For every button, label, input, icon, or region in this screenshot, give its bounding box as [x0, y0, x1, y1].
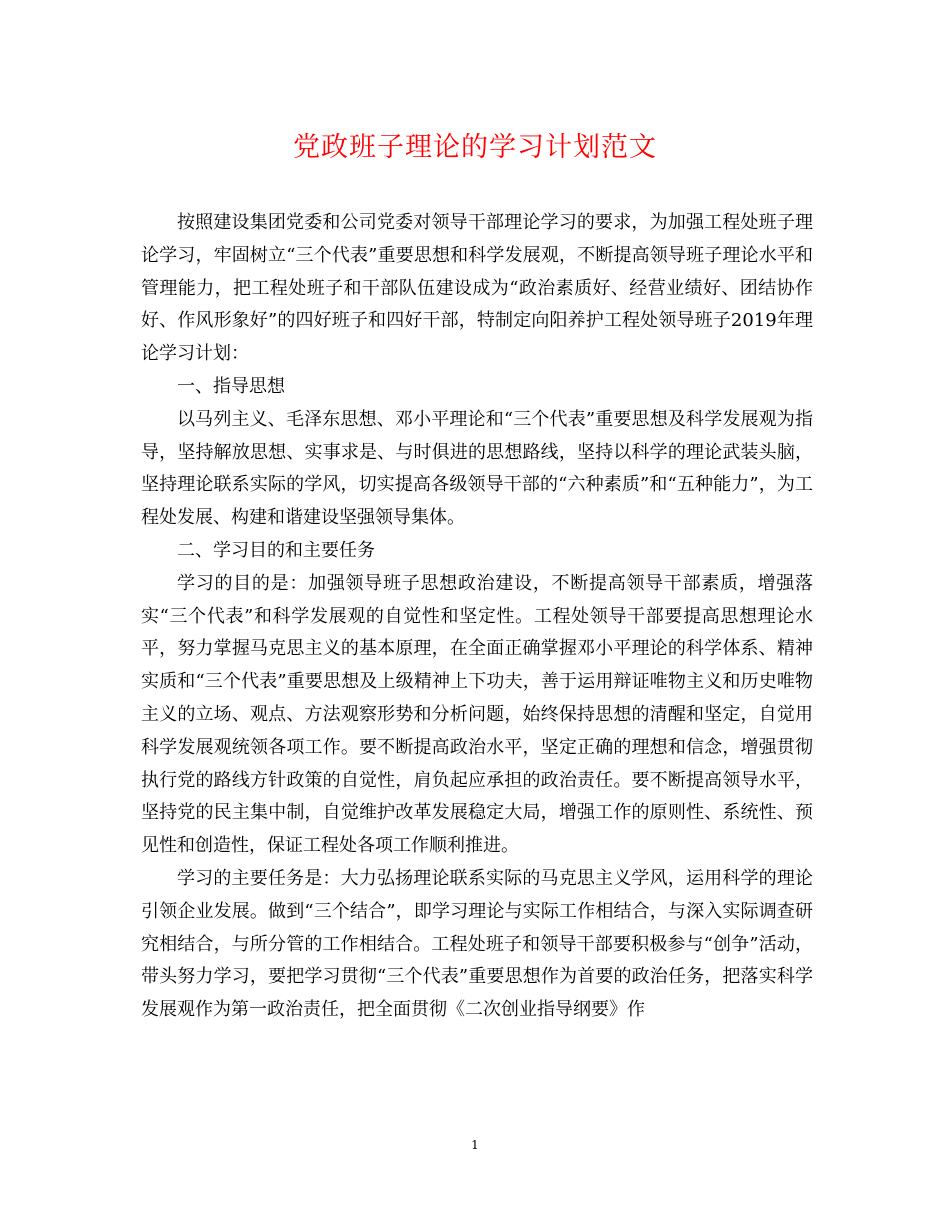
section-heading-purpose-and-tasks: 二、学习目的和主要任务	[177, 539, 375, 561]
section-heading-guiding-ideology: 一、指导思想	[177, 375, 285, 397]
page-title: 党政班子理论的学习计划范文	[293, 132, 657, 163]
guiding-ideology-paragraph: 以马列主义、毛泽东思想、邓小平理论和“三个代表”重要思想及科学发展观为指导，坚持解放思想、实事求是、与时俱进的思想路线，坚持以科学的理论武装头脑，坚持理论联系实际的学风，切实提高各级领导干部的“六种素质”和“五种能力”，为工程处发展、构建和谐建设坚强领导集体。	[141, 408, 813, 529]
intro-paragraph: 按照建设集团党委和公司党委对领导干部理论学习的要求，为加强工程处班子理论学习，牢固树立“三个代表”重要思想和科学发展观，不断提高领导班子理论水平和管理能力，把工程处班子和干部队伍建设成为“政治素质好、经营业绩好、团结协作好、作风形象好”的四好班子和四好干部，特制定向阳养护工程处领导班子2019年理论学习计划：	[141, 212, 813, 365]
main-tasks-paragraph: 学习的主要任务是：大力弘扬理论联系实际的马克思主义学风，运用科学的理论引领企业发展。做到“三个结合”，即学习理论与实际工作相结合，与深入实际调查研究相结合，与所分管的工作相结合。工程处班子和领导干部要积极参与“创争”活动，带头努力学习，要把学习贯彻“三个代表”重要思想作为首要的政治任务，把落实科学发展观作为第一政治责任，把全面贯彻《二次创业指导纲要》作	[141, 867, 813, 1021]
purpose-paragraph: 学习的目的是：加强领导班子思想政治建设，不断提高领导干部素质，增强落实“三个代表”和科学发展观的自觉性和坚定性。工程处领导干部要提高思想理论水平，努力掌握马克思主义的基本原理，在全面正确掌握邓小平理论的科学体系、精神实质和“三个代表”重要思想及上级精神上下功夫，善于运用辩证唯物主义和历史唯物主义的立场、观点、方法观察形势和分析问题，始终保持思想的清醒和坚定，自觉用科学发展观统领各项工作。要不断提高政治水平，坚定正确的理想和信念，增强贯彻执行党的路线方针政策的自觉性，肩负起应承担的政治责任。要不断提高领导水平，坚持党的民主集中制，自觉维护改革发展稳定大局，增强工作的原则性、系统性、预见性和创造性，保证工程处各项工作顺利推进。	[141, 572, 813, 857]
document-body	[141, 207, 813, 1027]
page-number: 1	[471, 1138, 479, 1152]
